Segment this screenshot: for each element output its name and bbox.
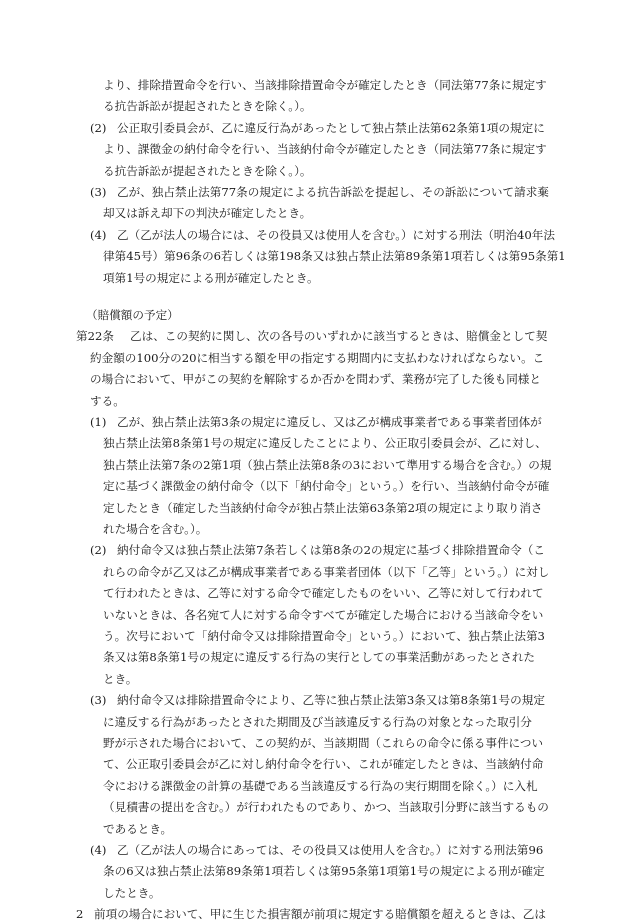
text-line: （見積書の提出を含む。）が行われたものであり、かつ、当該取引分野に該当するもの xyxy=(103,800,549,815)
text-line: いないときは、各名宛て人に対する命令すべてが確定した場合における当該命令をい xyxy=(103,607,544,622)
text-line: 独占禁止法第7条の2第1項（独占禁止法第8条の3において準用する場合を含む。）の規 xyxy=(103,457,552,472)
text-line: 前項の場合において、甲に生じた損害額が前項に規定する賠償額を超えるときは、乙は xyxy=(94,907,546,922)
item-number: (4) xyxy=(90,227,107,242)
text-line: れた場合を含む。）。 xyxy=(103,522,208,537)
text-line: て、公正取引委員会が乙に対し納付命令を行い、これが確定したときは、当該納付命 xyxy=(103,757,544,772)
text-line: したとき。 xyxy=(103,885,161,900)
text-line: より、排除措置命令を行い、当該排除措置命令が確定したとき（同法第77条に規定す xyxy=(103,78,547,92)
text-line: 律第45号）第96条の6若しくは第198条又は独占禁止法第89条第1項若しくは第95条第1 xyxy=(103,249,566,264)
text-line: 乙（乙が法人の場合にあっては、その役員又は使用人を含む。）に対する刑法第96 xyxy=(117,843,544,858)
text-line: 条の6又は独占禁止法第89条第1項若しくは第95条第1項第1号の規定による刑が確定 xyxy=(103,864,545,879)
text-line: より、課徴金の納付命令を行い、当該納付命令が確定したとき（同法第77条に規定す xyxy=(103,142,547,157)
text-line: 項第1号の規定による刑が確定したとき。 xyxy=(103,270,319,285)
text-line: 条又は第8条第1号の規定に違反する行為の実行としての事業活動があったとされた xyxy=(103,650,536,665)
item-number: (2) xyxy=(90,120,107,135)
text-line: 公正取引委員会が、乙に違反行為があったとして独占禁止法第62条第1項の規定に xyxy=(117,120,545,135)
text-line: の場合において、甲がこの契約を解除するか否かを問わず、業務が完了した後も同様と xyxy=(90,372,541,387)
text-line: れらの命令が乙又は乙が構成事業者である事業者団体（以下「乙等」という。）に対し xyxy=(103,564,550,579)
text-line: う。次号において「納付命令又は排除措置命令」という。）において、独占禁止法第3 xyxy=(103,629,545,644)
item-number: (3) xyxy=(90,693,107,708)
text-line: 却又は訴え却下の判決が確定したとき。 xyxy=(103,206,312,221)
text-line: 野が示された場合において、この契約が、当該期間（これらの命令に係る事件につい xyxy=(103,736,544,751)
text-line: 独占禁止法第8条第1号の規定に違反したことにより、公正取引委員会が、乙に対し、 xyxy=(103,436,547,451)
paragraph-number: 2 xyxy=(76,907,84,922)
text-line: る抗告訴訟が提起されたときを除く。）。 xyxy=(103,99,312,114)
text-line: 納付命令又は排除措置命令により、乙等に独占禁止法第3条又は第8条第1号の規定 xyxy=(117,693,545,708)
text-line: て行われたときは、乙等に対する命令で確定したものをいい、乙等に対して行われて xyxy=(103,586,544,601)
text-line: に違反する行為があったとされた期間及び当該違反する行為の対象となった取引分 xyxy=(103,714,532,729)
text-line: 乙が、独占禁止法第3条の規定に違反し、又は乙が構成事業者である事業者団体が xyxy=(117,415,542,430)
item-number: (4) xyxy=(90,843,107,858)
text-line: とき。 xyxy=(103,671,138,686)
text-line: 定に基づく課徴金の納付命令（以下「納付命令」という。）を行い、当該納付命令が確 xyxy=(103,479,550,494)
text-line: 乙（乙が法人の場合には、その役員又は使用人を含む。）に対する刑法（明治40年法 xyxy=(117,227,555,242)
text-line: 納付命令又は独占禁止法第7条若しくは第8条の2の規定に基づく排除措置命令（こ xyxy=(117,543,545,558)
text-line: 乙は、この契約に関し、次の各号のいずれかに該当するときは、賠償金として契 xyxy=(130,329,548,344)
item-number: (3) xyxy=(90,185,107,199)
text-line: 定したとき（確定した当該納付命令が独占禁止法第63条第2項の規定により取り消さ xyxy=(103,500,543,515)
text-line: 乙が、独占禁止法第77条の規定による抗告訴訟を提起し、その訴訟について請求棄 xyxy=(117,185,549,199)
article-label: 第22条 xyxy=(76,329,114,344)
text-line: 約金額の100分の20に相当する額を甲の指定する期間内に支払わなければならない。こ xyxy=(90,350,545,365)
text-line: る抗告訴訟が提起されたときを除く。）。 xyxy=(103,163,312,178)
text-line: であるとき。 xyxy=(103,821,173,836)
item-number: (2) xyxy=(90,543,107,558)
text-line: 令における課徴金の計算の基礎である当該違反する行為の実行期間を除く。）に入札 xyxy=(103,778,538,793)
item-number: (1) xyxy=(90,415,107,430)
text-line: する。 xyxy=(90,393,125,408)
article-heading: （賠償額の予定） xyxy=(86,308,179,323)
